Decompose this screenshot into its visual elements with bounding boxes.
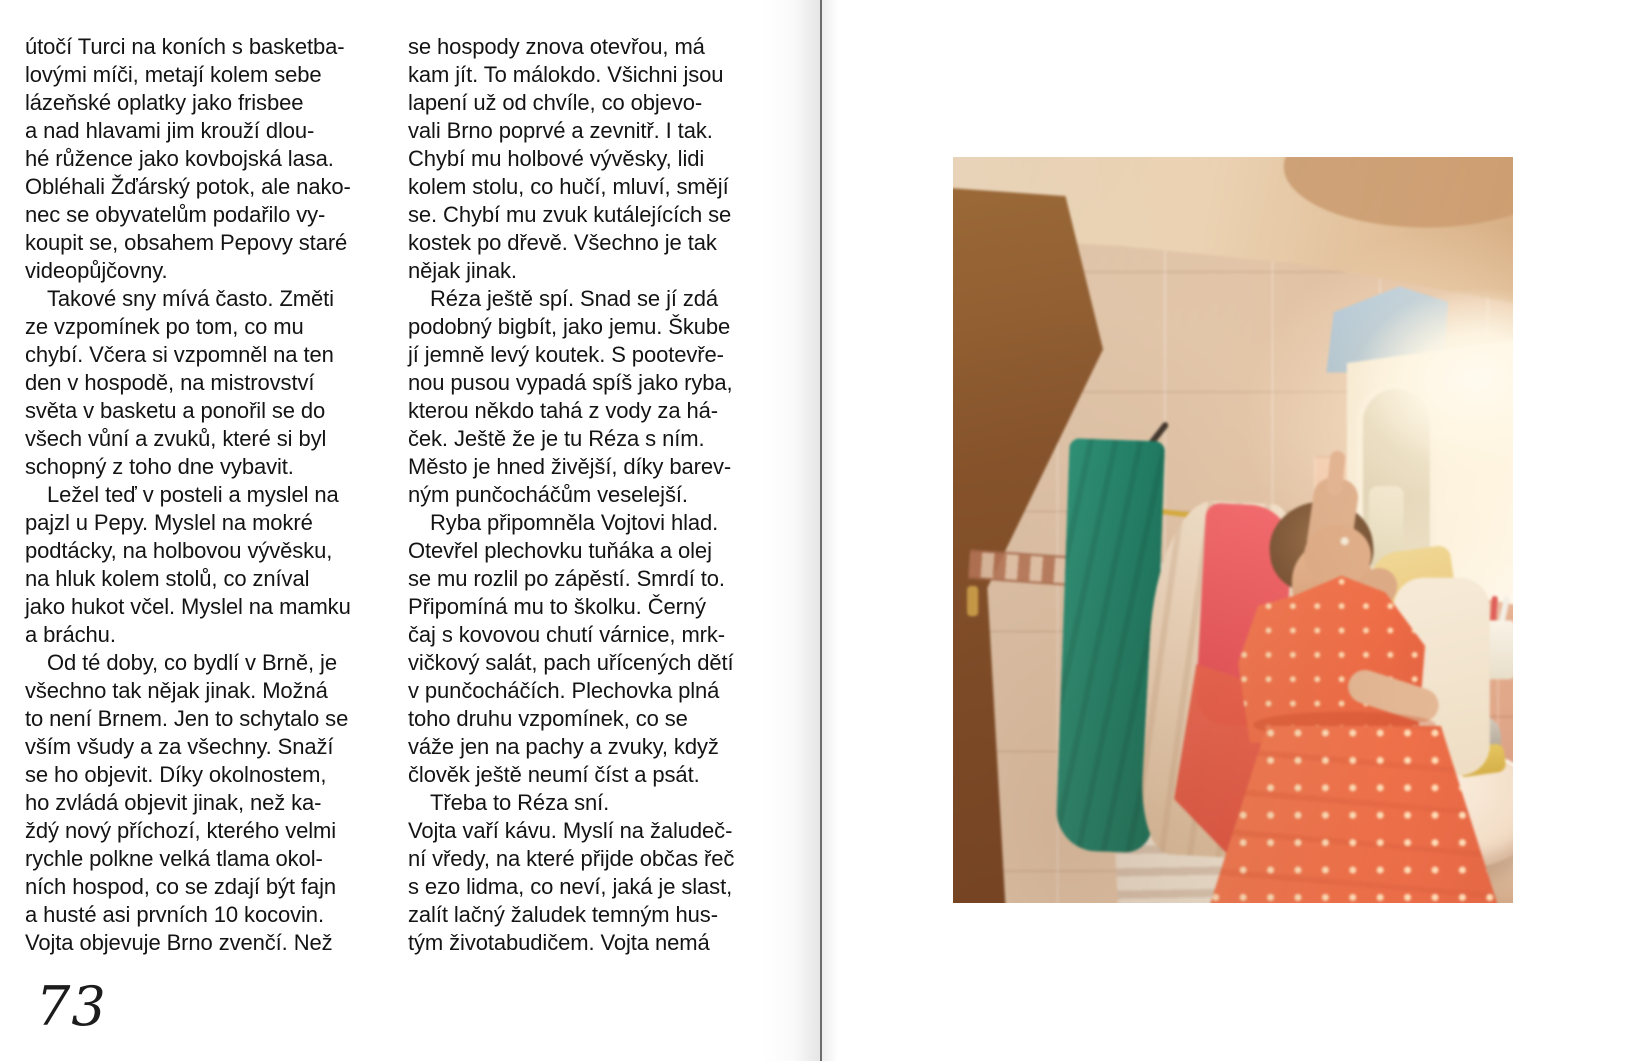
text-line: ní vředy, na které přijde občas řeč [408,846,735,871]
text-line: ze vzpomínek po tom, co mu [25,314,304,339]
gutter-shadow [822,0,838,1061]
text-line: schopný z toho dne vybavit. [25,454,294,479]
text-line: chybí. Včera si vzpomněl na ten [25,342,334,367]
text-line: koupit se, obsahem Pepovy staré [25,230,348,255]
text-line: kolem stolu, co hučí, mluví, smějí [408,174,729,199]
text-line: den v hospodě, na mistrovství [25,370,315,395]
text-line: Réza ještě spí. Snad se jí zdá [430,286,719,311]
text-line: se hospody znova otevřou, má [408,34,705,59]
text-line: ho zvládá objevit jinak, než ka- [25,790,322,815]
text-column-1 [25,33,395,957]
text-line: Vojta objevuje Brno zvenčí. Než [25,930,333,955]
text-line: kostek po dřevě. Všechno je tak [408,230,717,255]
text-line: Chybí mu holbové vývěsky, lidi [408,146,705,171]
page-number: 73 [36,975,107,1038]
text-line: tým životabudičem. Vojta nemá [408,930,710,955]
text-line: čaj s kovovou chutí várnice, mrk- [408,622,726,647]
text-line: to není Brnem. Jen to schytalo se [25,706,349,731]
text-line: Třeba to Réza sní. [430,790,610,815]
text-line: Ležel teď v posteli a myslel na [47,482,339,507]
text-line: Od té doby, co bydlí v Brně, je [47,650,337,675]
text-line: rychle polkne velká tlama okol- [25,846,323,871]
text-line: Vojta vaří kávu. Myslí na žaludeč- [408,818,733,843]
text-line: ným punčocháčům veselejší. [408,482,688,507]
text-line: se ho objevit. Díky okolnostem, [25,762,327,787]
text-line: a bráchu. [25,622,116,647]
text-column-2 [408,33,780,957]
text-line: ček. Ještě že je tu Réza s ním. [408,426,705,451]
text-line: pajzl u Pepy. Myslel na mokré [25,510,313,535]
text-line: ních hospod, co se zdají být fajn [25,874,337,899]
text-line: vali Brno poprvé a zevnitř. I tak. [408,118,713,143]
text-line: Ryba připomněla Vojtovi hlad. [430,510,719,535]
text-line: vičkový salát, pach uřícených dětí [408,650,734,675]
text-line: Takové sny mívá často. Změti [47,286,334,311]
text-line: jí jemně levý koutek. S pootevře- [408,342,724,367]
text-line: podtácky, na holbovou vývěsku, [25,538,333,563]
text-line: všechno tak nějak jinak. Možná [25,678,328,703]
text-line: Otevřel plechovku tuňáka a olej [408,538,712,563]
text-line: nou pusou vypadá spíš jako ryba, [408,370,733,395]
text-line: Připomíná mu to školku. Černý [408,594,706,619]
gutter-shadow [760,0,820,1061]
text-line: člověk ještě neumí číst a psát. [408,762,700,787]
photo-warm-tint [953,157,1513,903]
text-line: zalít lačný žaludek temným hus- [408,902,718,927]
text-line: se. Chybí mu zvuk kutálejících se [408,202,732,227]
text-line: nějak jinak. [408,258,517,283]
text-line: jako hukot včel. Myslel na mamku [25,594,351,619]
text-line: nec se obyvatelům podařilo vy- [25,202,326,227]
text-line: na hluk kolem stolů, co zníval [25,566,310,591]
text-line: videopůjčovny. [25,258,168,283]
text-line: s ezo lidma, co neví, jaká je slast, [408,874,733,899]
text-line: kam jít. To málokdo. Všichni jsou [408,62,724,87]
text-line: se mu rozlil po zápěstí. Smrdí to. [408,566,725,591]
text-line: váže jen na pachy a zvuky, když [408,734,719,759]
text-line: útočí Turci na koních s basketba- [25,34,345,59]
text-line: vším všudy a za všechny. Snaží [25,734,334,759]
text-line: světa v basketu a ponořil se do [25,398,326,423]
text-line: toho druhu vzpomínek, co se [408,706,688,731]
text-line: Město je hned živější, díky barev- [408,454,732,479]
text-line: lovými míči, metají kolem sebe [25,62,322,87]
photo-layers [953,157,1513,903]
text-line: lapení už od chvíle, co objevo- [408,90,703,115]
text-line: podobný bigbít, jako jemu. Škube [408,314,731,339]
text-line: a nad hlavami jim krouží dlou- [25,118,315,143]
text-line: v punčocháčích. Plechovka plná [408,678,720,703]
text-line: kterou někdo tahá z vody za há- [408,398,718,423]
text-line: Obléhali Žďárský potok, ale nako- [25,174,351,199]
bathroom-photo [953,157,1513,903]
text-line: a husté asi prvních 10 kocovin. [25,902,324,927]
text-line: všech vůní a zvuků, které si byl [25,426,327,451]
text-line: hé růžence jako kovbojská lasa. [25,146,334,171]
text-line: ždý nový příchozí, kterého velmi [25,818,337,843]
text-line: lázeňské oplatky jako frisbee [25,90,304,115]
